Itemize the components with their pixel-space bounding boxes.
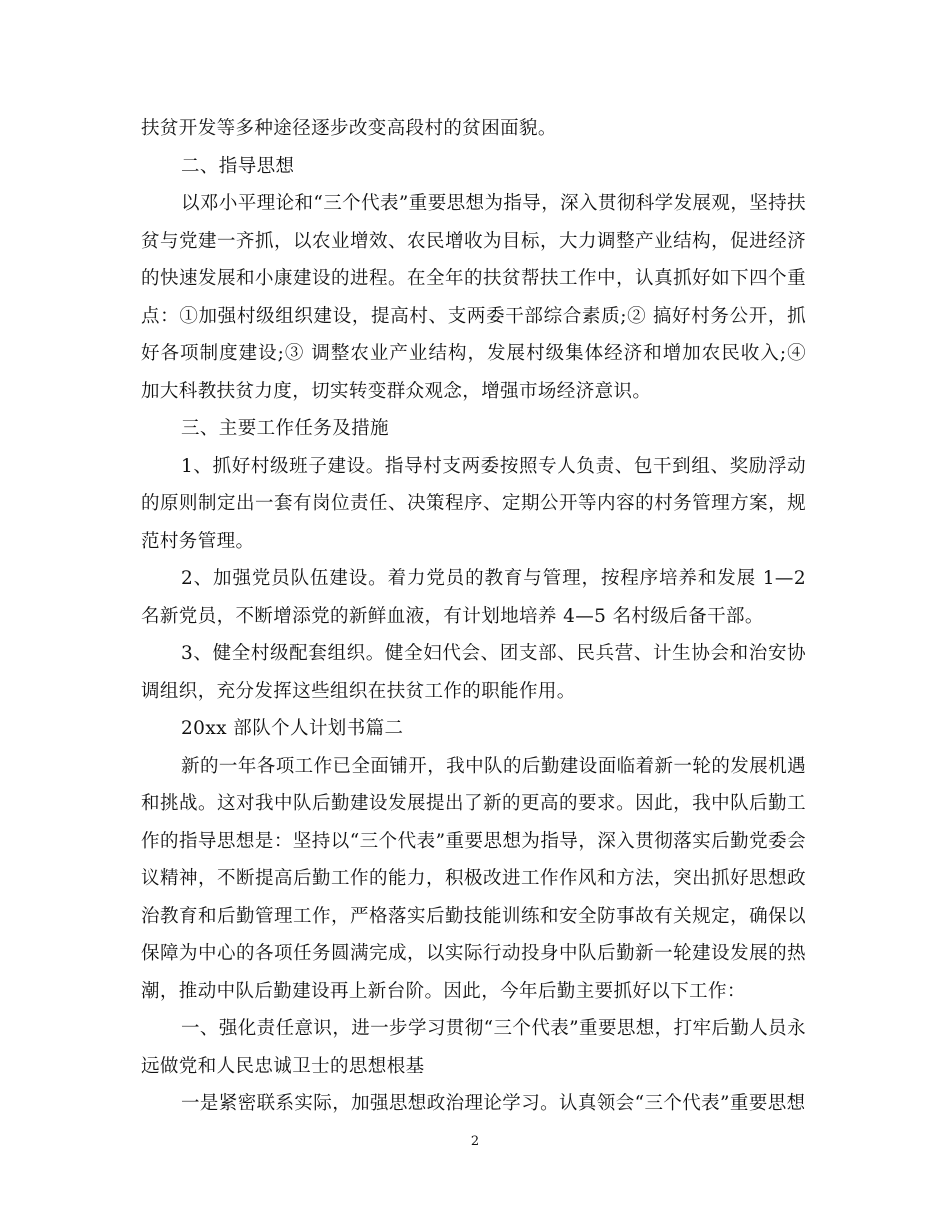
section-heading: 一、强化责任意识，进一步学习贯彻“三个代表”重要思想，打牢后勤人员永远做党和人民忠诚卫士的思想根基	[141, 1018, 806, 1077]
section-heading: 20xx 部队个人计划书篇二	[181, 718, 404, 739]
section-heading: 二、指导思想	[181, 155, 295, 177]
paragraph: 新的一年各项工作已全面铺开，我中队的后勤建设面临着新一轮的发展机遇和挑战。这对我中队后勤建设发展提出了新的更高的要求。因此，我中队后勤工作的指导思想是：坚持以“三个代表”重要思想为指导，深入贯彻落实后勤党委会议精神，不断提高后勤工作的能力，积极改进工作作风和方法，突出抓好思想政治教育和后勤管理工作，严格落实后勤技能训练和安全防事故有关规定，确保以保障为中心的各项任务圆满完成，以实际行动投身中队后勤新一轮建设发展的热潮，推动中队后勤建设再上新台阶。因此，今年后勤主要抓好以下工作：	[141, 755, 806, 1002]
paragraph: 以邓小平理论和“三个代表”重要思想为指导，深入贯彻科学发展观，坚持扶贫与党建一齐抓，以农业增效、农民增收为目标，大力调整产业结构，促进经济的快速发展和小康建设的进程。在全年的扶贫帮扶工作中，认真抓好如下四个重点：①加强村级组织建设，提高村、支两委干部综合素质;② 搞好村务公开，抓好各项制度建设;③ 调整农业产业结构，发展村级集体经济和增加农民收入;④ 加大科教扶贫力度，切实转变群众观念，增强市场经济意识。	[141, 193, 806, 402]
paragraph: 3、健全村级配套组织。健全妇代会、团支部、民兵营、计生协会和治安协调组织，充分发挥这些组织在扶贫工作的职能作用。	[141, 643, 806, 702]
paragraph: 1、抓好村级班子建设。指导村支两委按照专人负责、包干到组、奖励浮动的原则制定出一套有岗位责任、决策程序、定期公开等内容的村务管理方案，规范村务管理。	[141, 455, 806, 552]
paragraph: 2、加强党员队伍建设。着力党员的教育与管理，按程序培养和发展 1—2 名新党员，不断增添党的新鲜血液，有计划地培养 4—5 名村级后备干部。	[141, 568, 806, 627]
section-heading: 三、主要工作任务及措施	[181, 418, 389, 439]
paragraph: 扶贫开发等多种途径逐步改变高段村的贫困面貌。	[141, 118, 557, 139]
paragraph: 一是紧密联系实际，加强思想政治理论学习。认真领会“三个代表”重要思想	[181, 1093, 806, 1114]
page-number: 2	[470, 1134, 480, 1149]
document-body	[141, 110, 806, 1123]
